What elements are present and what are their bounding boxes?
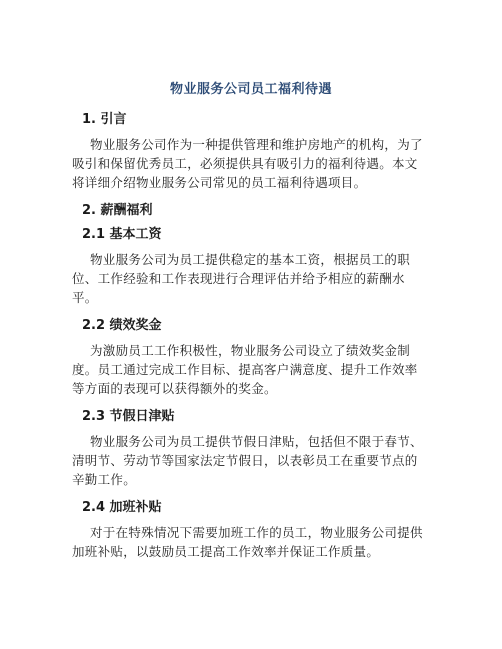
section-body-intro: 物业服务公司作为一种提供管理和维护房地产的机构，为了吸引和保留优秀员工，必须提供具有吸引力的福利待遇。本文将详细介绍物业服务公司常见的员工福利待遇项目。 (72, 137, 423, 190)
document-title: 物业服务公司员工福利待遇 (169, 82, 332, 97)
section-heading-base-salary: 2.1 基本工资 (82, 227, 162, 242)
section-heading-holiday-allowance: 2.3 节假日津贴 (82, 409, 175, 424)
section-heading-performance-bonus: 2.2 绩效奖金 (82, 318, 162, 333)
section-body-holiday-allowance: 物业服务公司为员工提供节假日津贴，包括但不限于春节、清明节、劳动节等国家法定节假日，以表彰员工在重要节点的辛勤工作。 (72, 434, 423, 487)
section-heading-compensation: 2. 薪酬福利 (82, 203, 153, 218)
section-body-base-salary: 物业服务公司为员工提供稳定的基本工资，根据员工的职位、工作经验和工作表现进行合理评估并给予相应的薪酬水平。 (72, 252, 411, 305)
section-body-overtime-subsidy: 对于在特殊情况下需要加班工作的员工，物业服务公司提供加班补贴，以鼓励员工提高工作效率并保证工作质量。 (72, 525, 423, 559)
section-heading-intro: 1. 引言 (82, 112, 127, 127)
section-body-performance-bonus: 为激励员工工作积极性，物业服务公司设立了绩效奖金制度。员工通过完成工作目标、提高客户满意度、提升工作效率等方面的表现可以获得额外的奖金。 (72, 343, 418, 396)
section-heading-overtime-subsidy: 2.4 加班补贴 (82, 500, 162, 515)
